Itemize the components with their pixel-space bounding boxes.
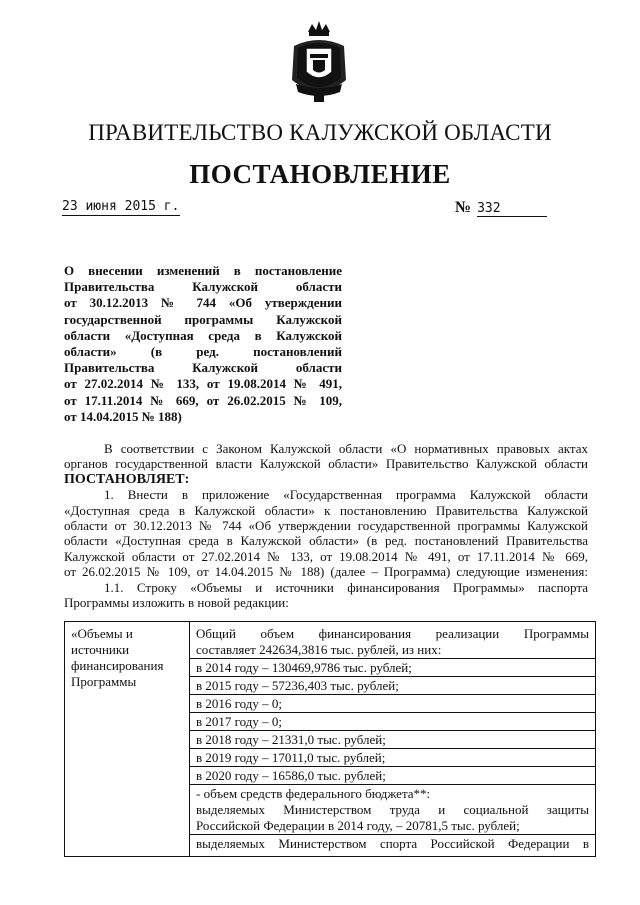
body-line: 1. Внести в приложение «Государственная программа Калужской области <box>104 487 588 503</box>
body-line: 1.1. Строку «Объемы и источники финансирования Программы» паспорта <box>104 579 588 595</box>
document-number <box>455 199 565 217</box>
table-row <box>65 622 596 857</box>
heading-line: Правительства Калужской области <box>64 279 342 295</box>
body-line: Калужской области от 27.02.2014 № 133, от 19.08.2014 № 491, от 17.11.2014 № 669, <box>64 548 588 564</box>
label-line: «Объемы и <box>71 626 133 641</box>
heading-line: области» (в ред. постановлений <box>64 344 342 360</box>
value-line: составляет 242634,3816 тыс. рублей, из них: <box>196 642 442 657</box>
body-line: органов государственной власти Калужской области» Правительство Калужской области <box>64 456 588 472</box>
value-line: Российской Федерации в 2014 году, – 20781,5 тыс. рублей; <box>196 818 520 833</box>
value-line: в 2016 году – 0; <box>190 694 595 712</box>
value-line: Общий объем финансирования реализации Программы <box>196 626 589 641</box>
coat-of-arms-emblem <box>288 18 350 106</box>
value-line: в 2018 году – 21331,0 тыс. рублей; <box>190 730 595 748</box>
value-line: - объем средств федерального бюджета**: <box>190 784 595 802</box>
body-line: от 26.02.2015 № 109, от 14.04.2015 № 188) (далее – Программа) следующие изменения: <box>64 564 588 580</box>
heading-line: Правительства Калужской области <box>64 360 342 376</box>
value-line: в 2014 году – 130469,9786 тыс. рублей; <box>190 658 595 676</box>
heading-line: государственной программы Калужской <box>64 311 342 327</box>
body-line: В соответствии с Законом Калужской области «О нормативных правовых актах <box>104 441 588 456</box>
number-sign: № <box>455 199 472 216</box>
heading-line: области «Доступная среда в Калужской <box>64 327 342 343</box>
table-cell-value <box>190 622 596 857</box>
table-cell-label <box>65 622 190 857</box>
label-line: источники <box>71 642 130 657</box>
label-line: финансирования <box>71 658 164 673</box>
document-type-title: ПОСТАНОВЛЕНИЕ <box>189 159 451 189</box>
heading-line: от 27.02.2014 № 133, от 19.08.2014 № 491, <box>64 376 342 392</box>
government-title: ПРАВИТЕЛЬСТВО КАЛУЖСКОЙ ОБЛАСТИ <box>88 120 552 145</box>
value-line: в 2017 году – 0; <box>190 712 595 730</box>
value-line: выделяемых Министерством спорта Российской Федерации в <box>190 834 595 852</box>
value-line: в 2015 году – 57236,403 тыс. рублей; <box>190 676 595 694</box>
heading-line: от 30.12.2013 № 744 «Об утверждении <box>64 295 342 311</box>
value-line: в 2020 году – 16586,0 тыс. рублей; <box>190 766 595 784</box>
body-line: «Доступная среда в Калужской области» к постановлению Правительства Калужской <box>64 502 588 518</box>
program-passport-table <box>64 621 596 857</box>
document-heading <box>64 263 342 425</box>
heading-line: О внесении изменений в постановление <box>64 263 342 278</box>
value-line: в 2019 году – 17011,0 тыс. рублей; <box>190 748 595 766</box>
document-body <box>64 441 588 610</box>
value-line: выделяемых Министерством труда и социальной защиты <box>196 802 589 817</box>
body-line-resolves: ПОСТАНОВЛЯЕТ: <box>64 471 190 487</box>
body-line: области от 30.12.2013 № 744 «Об утверждении государственной программы Калужской <box>64 518 588 534</box>
document-date: 23 июня 2015 г. <box>62 199 180 214</box>
number-value: 332 <box>477 201 547 217</box>
heading-line: от 14.04.2015 № 188) <box>64 408 182 424</box>
body-line: области «Доступная среда в Калужской области» (в ред. постановлений Правительства <box>64 533 588 549</box>
body-line: Программы изложить в новой редакции: <box>64 595 289 611</box>
label-line: Программы <box>71 674 137 689</box>
heading-line: от 17.11.2014 № 669, от 26.02.2015 № 109, <box>64 392 342 408</box>
